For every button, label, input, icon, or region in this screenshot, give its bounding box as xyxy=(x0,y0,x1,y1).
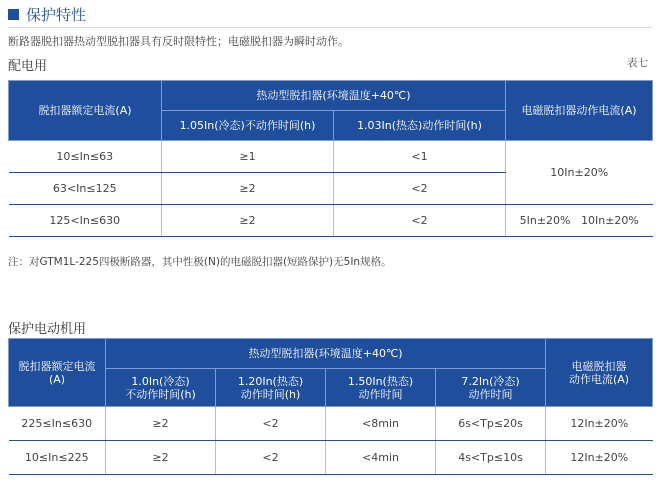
section-title: 保护特性 xyxy=(26,5,87,24)
cell-em: 5In±20% 10In±20% xyxy=(506,205,653,237)
cell-hot: <1 xyxy=(334,141,506,173)
cell-cold: ≥2 xyxy=(162,205,334,237)
cell-em: 12In±20% xyxy=(546,407,653,441)
header-em-line1: 电磁脱扣器 xyxy=(571,359,627,373)
header-col-3 xyxy=(326,369,436,407)
cell-rated: 10≤In≤225 xyxy=(9,441,106,475)
section-header xyxy=(8,4,86,24)
header-col-3-line1: 1.50In(热态) xyxy=(347,374,414,388)
table-row xyxy=(9,141,653,173)
header-col-2-line1: 1.20In(热态) xyxy=(237,374,304,388)
table-number: 表七 xyxy=(627,57,648,69)
cell-hot: <2 xyxy=(334,205,506,237)
header-col-1-line1: 1.0In(冷态) xyxy=(131,374,190,388)
header-hot-time: 1.03In(热态)动作时间(h) xyxy=(334,111,506,141)
cell-rated: 225≤In≤630 xyxy=(9,407,106,441)
cell-rated: 10≤In≤63 xyxy=(9,141,162,173)
header-cold-time: 1.05In(冷态)不动作时间(h) xyxy=(162,111,334,141)
table-row xyxy=(9,205,653,237)
cell-cold: ≥1 xyxy=(162,141,334,173)
cell-c4: 6s<Tp≤20s xyxy=(436,407,546,441)
header-electromagnetic xyxy=(546,339,653,407)
header-col-3-line2: 动作时间 xyxy=(358,387,403,401)
header-col-2 xyxy=(216,369,326,407)
motor-protection-table xyxy=(8,338,653,475)
cell-c1: ≥2 xyxy=(106,441,216,475)
cell-c4: 4s<Tp≤10s xyxy=(436,441,546,475)
section-description: 断路器脱扣器热动型脱扣器具有反时限特性；电磁脱扣器为瞬时动作。 xyxy=(8,35,349,48)
cell-rated: 63<In≤125 xyxy=(9,173,162,205)
cell-c2: <2 xyxy=(216,441,326,475)
divider xyxy=(8,27,652,28)
header-col-1 xyxy=(106,369,216,407)
header-rated-current: 脱扣器额定电流(A) xyxy=(9,81,162,141)
table1-subtitle: 配电用 xyxy=(8,59,48,74)
header-col-4-line2: 动作时间 xyxy=(468,387,513,401)
header-thermal: 热动型脱扣器(环境温度+40℃) xyxy=(106,339,546,369)
header-col-4 xyxy=(436,369,546,407)
table2-subtitle: 保护电动机用 xyxy=(8,322,87,337)
cell-c2: <2 xyxy=(216,407,326,441)
section-marker-icon xyxy=(8,9,19,20)
cell-c3: <8min xyxy=(326,407,436,441)
header-rated-current: 脱扣器额定电流(A) xyxy=(9,339,106,407)
cell-cold: ≥2 xyxy=(162,173,334,205)
cell-c3: <4min xyxy=(326,441,436,475)
header-col-2-line2: 动作时间(h) xyxy=(240,387,301,401)
header-electromagnetic: 电磁脱扣器动作电流(A) xyxy=(506,81,653,141)
cell-c1: ≥2 xyxy=(106,407,216,441)
header-thermal: 热动型脱扣器(环境温度+40℃) xyxy=(162,81,506,111)
cell-em: 10In±20% xyxy=(506,141,653,205)
cell-rated: 125<In≤630 xyxy=(9,205,162,237)
header-em-line2: 动作电流(A) xyxy=(568,372,630,386)
table-note: 注：对GTM1L-225四极断路器，其中性极(N)的电磁脱扣器(短路保护)无5In规格。 xyxy=(8,256,392,268)
cell-em: 12In±20% xyxy=(546,441,653,475)
header-col-4-line1: 7.2In(冷态) xyxy=(461,374,520,388)
distribution-protection-table xyxy=(8,80,653,237)
header-col-1-line2: 不动作时间(h) xyxy=(125,387,196,401)
cell-hot: <2 xyxy=(334,173,506,205)
table-row xyxy=(9,407,653,441)
table-row xyxy=(9,441,653,475)
